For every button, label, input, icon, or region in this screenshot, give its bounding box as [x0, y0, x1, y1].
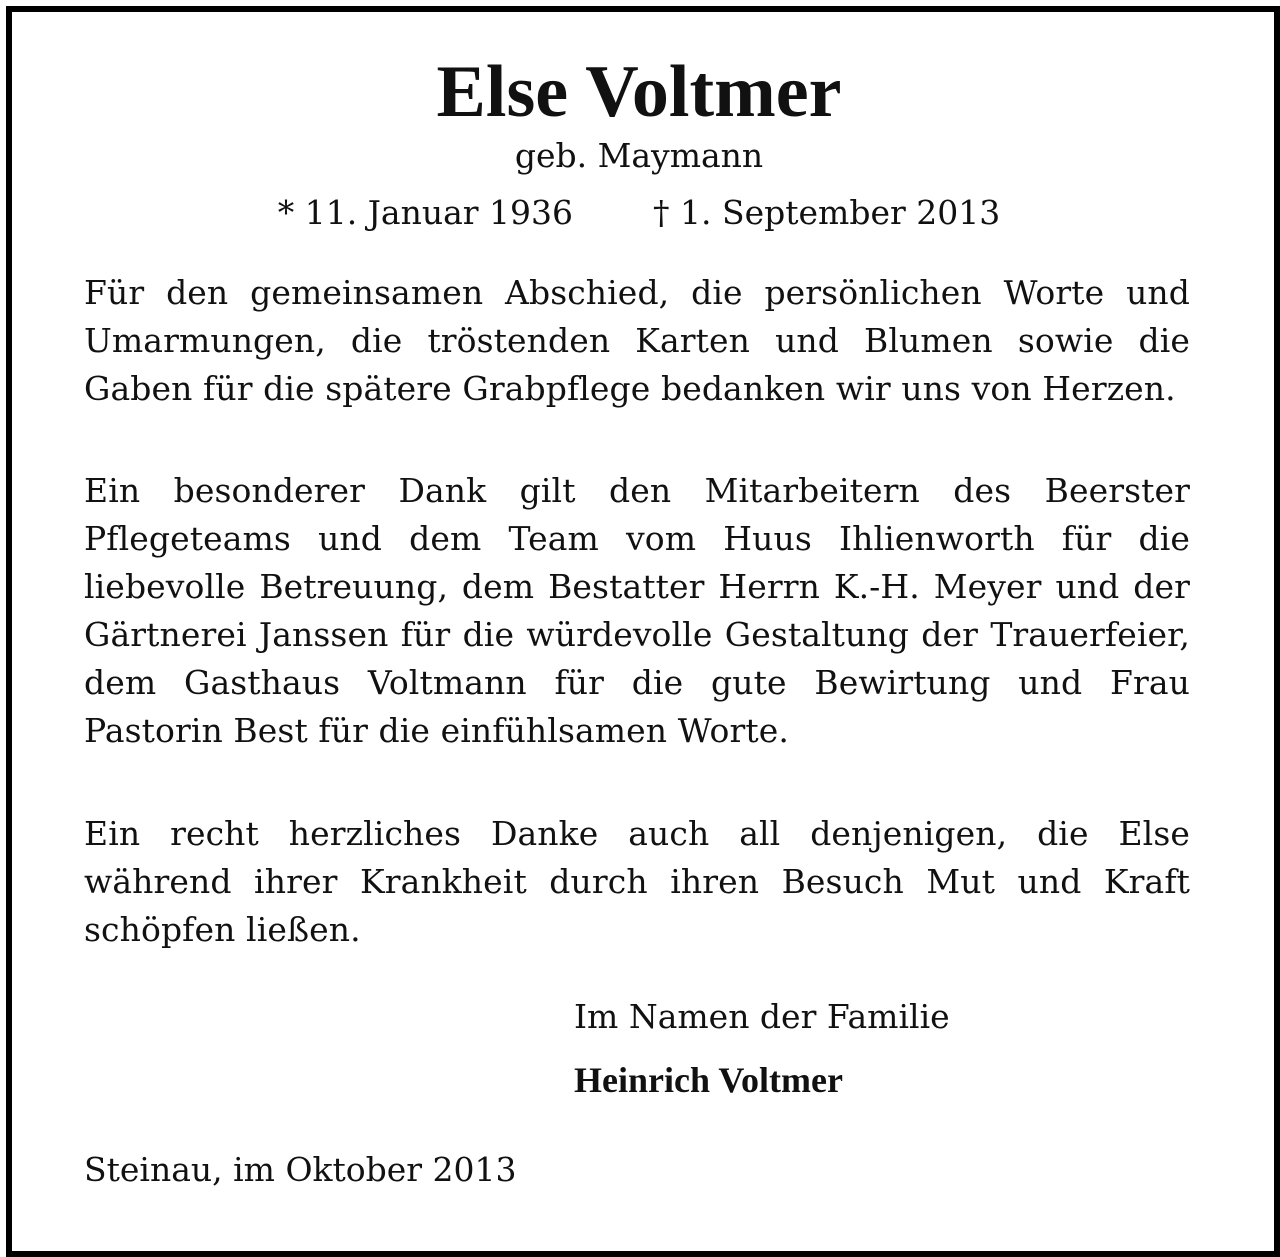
maiden-name: geb. Maymann [514, 136, 764, 175]
paragraph-final-thanks: Ein recht herzliches Danke auch all denjenigen, die Else während ihrer Krankheit durch ihren Besuch Mut und Kraft schöpfen ließen. [84, 814, 1190, 949]
deceased-name: Else Voltmer [436, 51, 842, 133]
birth-date: * 11. Januar 1936 [277, 193, 574, 232]
life-dates [84, 193, 1194, 233]
signoff-text: Im Namen der Familie [574, 997, 950, 1036]
death-date: † 1. September 2013 [653, 193, 1001, 232]
paragraph-thanks: Für den gemeinsamen Abschied, die persönlichen Worte und Umarmungen, die tröstenden Karten und Blumen sowie die Gaben für die spätere Grabpflege bedanken wir uns von Herzen. [84, 273, 1190, 408]
paragraph-special-thanks: Ein besonderer Dank gilt den Mitarbeitern des Beerster Pflegeteams und dem Team vom Huus Ihlienworth für die liebevolle Betreuung, dem Bestatter Herrn K.-H. Meyer und der Gärtnerei Janssen für die würdevolle Gestaltung der Trauerfeier, dem Gasthaus Voltmann für die gute Bewirtung und Frau Pastorin Best für die einfühlsamen Worte. [84, 471, 1190, 750]
place-date: Steinau, im Oktober 2013 [84, 1150, 517, 1189]
signer-name: Heinrich Voltmer [574, 1060, 843, 1100]
